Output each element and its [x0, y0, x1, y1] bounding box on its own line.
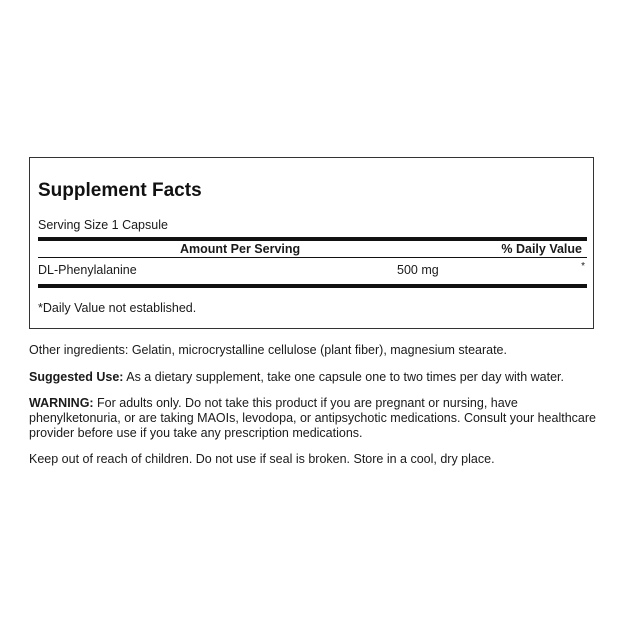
daily-value-footnote: *Daily Value not established. [38, 301, 197, 315]
warning-text: For adults only. Do not take this product if you are pregnant or nursing, have phenylketonuria, or are taking MAOIs, levodopa, or antipsychotic medications. Consult your healthcare provider before use if you take any prescription medications. [29, 396, 596, 440]
panel-title: Supplement Facts [38, 180, 202, 201]
serving-size: Serving Size 1 Capsule [38, 218, 168, 232]
amount-per-serving-header: Amount Per Serving [180, 242, 301, 256]
suggested-use [29, 370, 599, 385]
other-ingredients: Other ingredients: Gelatin, microcrystalline cellulose (plant fiber), magnesium stearate. [29, 343, 507, 357]
warning [29, 396, 599, 441]
thick-divider-top [38, 237, 587, 241]
storage-note: Keep out of reach of children. Do not use if seal is broken. Store in a cool, dry place. [29, 452, 495, 466]
suggested-use-label: Suggested Use: [29, 370, 124, 384]
supplement-facts-panel [29, 157, 594, 329]
warning-label: WARNING: [29, 396, 94, 410]
daily-value-header: % Daily Value [501, 242, 582, 256]
thick-divider-bottom [38, 284, 587, 288]
ingredient-amount: 500 mg [397, 263, 439, 277]
thin-divider [38, 257, 587, 258]
ingredient-name: DL-Phenylalanine [38, 263, 137, 277]
suggested-use-text: As a dietary supplement, take one capsule one to two times per day with water. [123, 370, 564, 384]
ingredient-daily-value: * [581, 261, 585, 272]
